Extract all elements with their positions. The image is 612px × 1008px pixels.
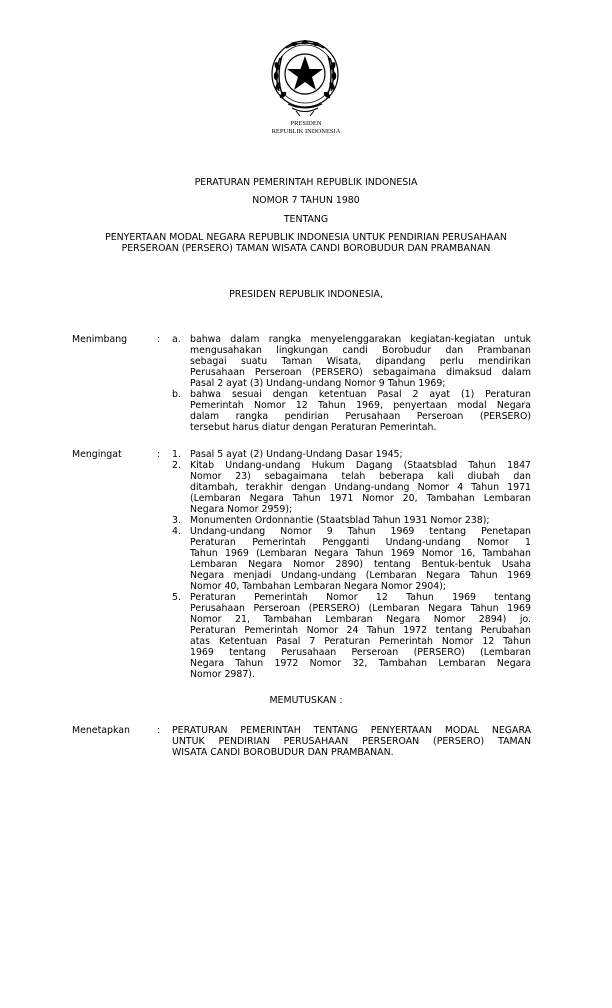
mengingat-4-line: Nomor 40, Tambahan Lembaran Negara Nomor 2904); [190, 581, 447, 592]
subject-line2: PERSEROAN (PERSERO) TAMAN WISATA CANDI BOROBUDUR DAN PRAMBANAN [121, 243, 491, 254]
menimbang-a-line: Perusahaan Perseroan (PERSERO) sebagaimana dimaksud dalam [190, 367, 531, 378]
mengingat-4-line: Tahun 1969 (Lembaran Negara Tahun 1969 Nomor 16, Tambahan [190, 548, 531, 559]
tentang-heading: TENTANG [283, 214, 329, 225]
menimbang-b-line: Pemerintah Nomor 12 Tahun 1969, penyertaan modal Negara [190, 400, 531, 411]
mengingat-colon: : [157, 449, 161, 460]
list-marker: 5. [172, 592, 181, 603]
list-marker: 1. [172, 449, 181, 460]
menetapkan-line: UNTUK PENDIRIAN PERUSAHAAN PERSEROAN (PERSERO) TAMAN [172, 736, 531, 747]
menimbang-a-line: mengusahakan lingkungan candi Borobudur dan Prambanan [190, 345, 531, 356]
mengingat-2-line: ditambah, terakhir dengan Undang-undang Nomor 4 Tahun 1971 [190, 482, 531, 493]
menetapkan-colon: : [157, 725, 161, 736]
mengingat-5-line: 1969 tentang Perusahaan Perseroan (PERSERO) (Lembaran [190, 647, 531, 658]
list-marker: 2. [172, 460, 181, 471]
mengingat-3-line: Monumenten Ordonnantie (Staatsblad Tahun 1931 Nomor 238); [190, 515, 490, 526]
mengingat-5-line: Nomor 2987). [190, 669, 255, 680]
mengingat-4-line: Peraturan Pemerintah Pengganti Undang-undang Nomor 1 [190, 537, 531, 548]
mengingat-2-line: Kitab Undang-undang Hukum Dagang (Staatsblad Tahun 1847 [190, 460, 531, 471]
mengingat-5-line: Negara Tahun 1972 Nomor 32, Tambahan Lembaran Negara [190, 658, 531, 669]
garuda-seal-icon [266, 36, 344, 118]
mengingat-2-line: Negara Nomor 2959); [190, 504, 293, 515]
mengingat-5-line: Peraturan Pemerintah Nomor 24 Tahun 1972 tentang Perubahan [190, 625, 531, 636]
mengingat-5-line: Nomor 21, Tambahan Lembaran Negara Nomor 2894) jo. [190, 614, 531, 625]
regulation-title: PERATURAN PEMERINTAH REPUBLIK INDONESIA [194, 177, 418, 188]
mengingat-4-line: Negara menjadi Undang-undang (Lembaran Negara Tahun 1969 [190, 570, 531, 581]
memutuskan-heading: MEMUTUSKAN : [269, 695, 343, 706]
subject-line1: PENYERTAAN MODAL NEGARA REPUBLIK INDONESIA UNTUK PENDIRIAN PERUSAHAAN [105, 232, 507, 243]
mengingat-1-line: Pasal 5 ayat (2) Undang-Undang Dasar 1945; [190, 449, 403, 460]
menimbang-b-line: tersebut harus diatur dengan Peraturan Pemerintah. [190, 422, 437, 433]
mengingat-5-line: atas Ketentuan Pasal 7 Peraturan Pemerintah Nomor 12 Tahun [190, 636, 531, 647]
mengingat-4-line: Undang-undang Nomor 9 Tahun 1969 tentang Penetapan [190, 526, 531, 537]
menimbang-colon: : [157, 334, 161, 345]
mengingat-5-line: Peraturan Pemerintah Nomor 12 Tahun 1969 tentang [190, 592, 531, 603]
menimbang-a-line: Pasal 2 ayat (3) Undang-undang Nomor 9 Tahun 1969; [190, 378, 446, 389]
list-marker: a. [172, 334, 181, 345]
mengingat-2-line: Nomor 23) sebagaimana telah beberapa kali diubah dan [190, 471, 531, 482]
menimbang-b-line: dalam rangka pendirian Perusahaan Perseroan (PERSERO) [190, 411, 531, 422]
mengingat-2-line: (Lembaran Negara Tahun 1971 Nomor 20, Tambahan Lembaran [190, 493, 531, 504]
header-title-line2: REPUBLIK INDONESIA [271, 128, 341, 135]
list-marker: b. [172, 389, 181, 400]
mengingat-4-line: Lembaran Negara Nomor 2890) tentang Bentuk-bentuk Usaha [190, 559, 531, 570]
menimbang-a-line: bahwa dalam rangka menyelenggarakan kegiatan-kegiatan untuk [190, 334, 531, 345]
issuer-heading: PRESIDEN REPUBLIK INDONESIA, [229, 289, 383, 300]
list-marker: 4. [172, 526, 181, 537]
menimbang-b-line: bahwa sesuai dengan ketentuan Pasal 2 ayat (1) Peraturan [190, 389, 531, 400]
menetapkan-label: Menetapkan [72, 725, 130, 736]
menetapkan-line: PERATURAN PEMERINTAH TENTANG PENYERTAAN MODAL NEGARA [172, 725, 531, 736]
menimbang-label: Menimbang [72, 334, 128, 345]
header-title-line1: PRESIDEN [290, 120, 322, 127]
regulation-number: NOMOR 7 TAHUN 1980 [252, 195, 360, 206]
menimbang-a-line: sebagai suatu Taman Wisata, dipandang perlu mendirikan [190, 356, 531, 367]
mengingat-label: Mengingat [72, 449, 122, 460]
mengingat-5-line: Perusahaan Perseroan (PERSERO) (Lembaran Negara Tahun 1969 [190, 603, 531, 614]
list-marker: 3. [172, 515, 181, 526]
menetapkan-line: WISATA CANDI BOROBUDUR DAN PRAMBANAN. [172, 747, 394, 758]
